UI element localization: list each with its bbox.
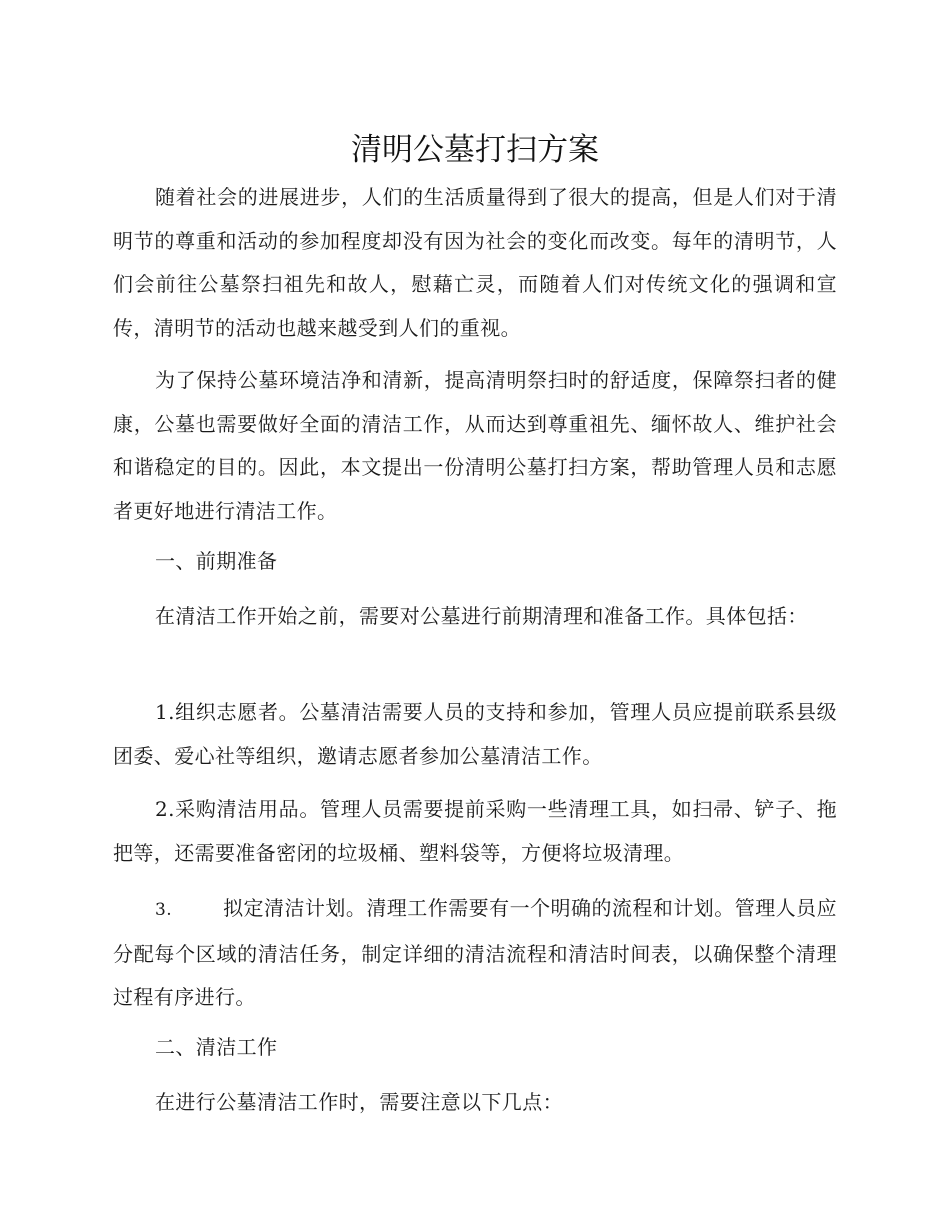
list-item-text: 采购清洁用品。管理人员需要提前采购一些清理工具，如扫帚、铲子、拖把等，还需要准备密闭的垃圾桶、塑料袋等，方便将垃圾清理。 bbox=[113, 797, 837, 865]
list-item-2 bbox=[113, 788, 837, 875]
list-item-1 bbox=[113, 691, 837, 778]
section-2-intro: 在进行公墓清洁工作时，需要注意以下几点： bbox=[155, 1090, 563, 1114]
section-2-heading: 二、清洁工作 bbox=[155, 1035, 278, 1059]
list-item-number: 3. bbox=[155, 900, 173, 920]
list-item-text: 组织志愿者。公墓清洁需要人员的支持和参加，管理人员应提前联系县级团委、爱心社等组织，邀请志愿者参加公墓清洁工作。 bbox=[113, 700, 837, 768]
intro-paragraph-2: 为了保持公墓环境洁净和清新，提高清明祭扫时的舒适度，保障祭扫者的健康，公墓也需要做好全面的清洁工作，从而达到尊重祖先、缅怀故人、维护社会和谐稳定的目的。因此，本文提出一份清明公墓打扫方案，帮助管理人员和志愿者更好地进行清洁工作。 bbox=[113, 368, 837, 523]
section-1-heading: 一、前期准备 bbox=[155, 549, 278, 573]
list-item-3 bbox=[113, 887, 837, 1020]
intro-paragraph-1: 随着社会的进展进步，人们的生活质量得到了很大的提高，但是人们对于清明节的尊重和活动的参加程度却没有因为社会的变化而改变。每年的清明节，人们会前往公墓祭扫祖先和故人，慰藉亡灵，而随着人们对传统文化的强调和宣传，清明节的活动也越来越受到人们的重视。 bbox=[113, 185, 837, 340]
list-item-text: 拟定清洁计划。清理工作需要有一个明确的流程和计划。管理人员应分配每个区域的清洁任务，制定详细的清洁流程和清洁时间表，以确保整个清理过程有序进行。 bbox=[113, 896, 837, 1009]
document-title: 清明公墓打扫方案 bbox=[351, 132, 599, 168]
document-page bbox=[113, 0, 837, 1230]
list-item-number: 1. bbox=[155, 700, 175, 724]
list-item-number: 2. bbox=[155, 797, 175, 821]
section-1-intro: 在清洁工作开始之前，需要对公墓进行前期清理和准备工作。具体包括： bbox=[155, 604, 808, 628]
